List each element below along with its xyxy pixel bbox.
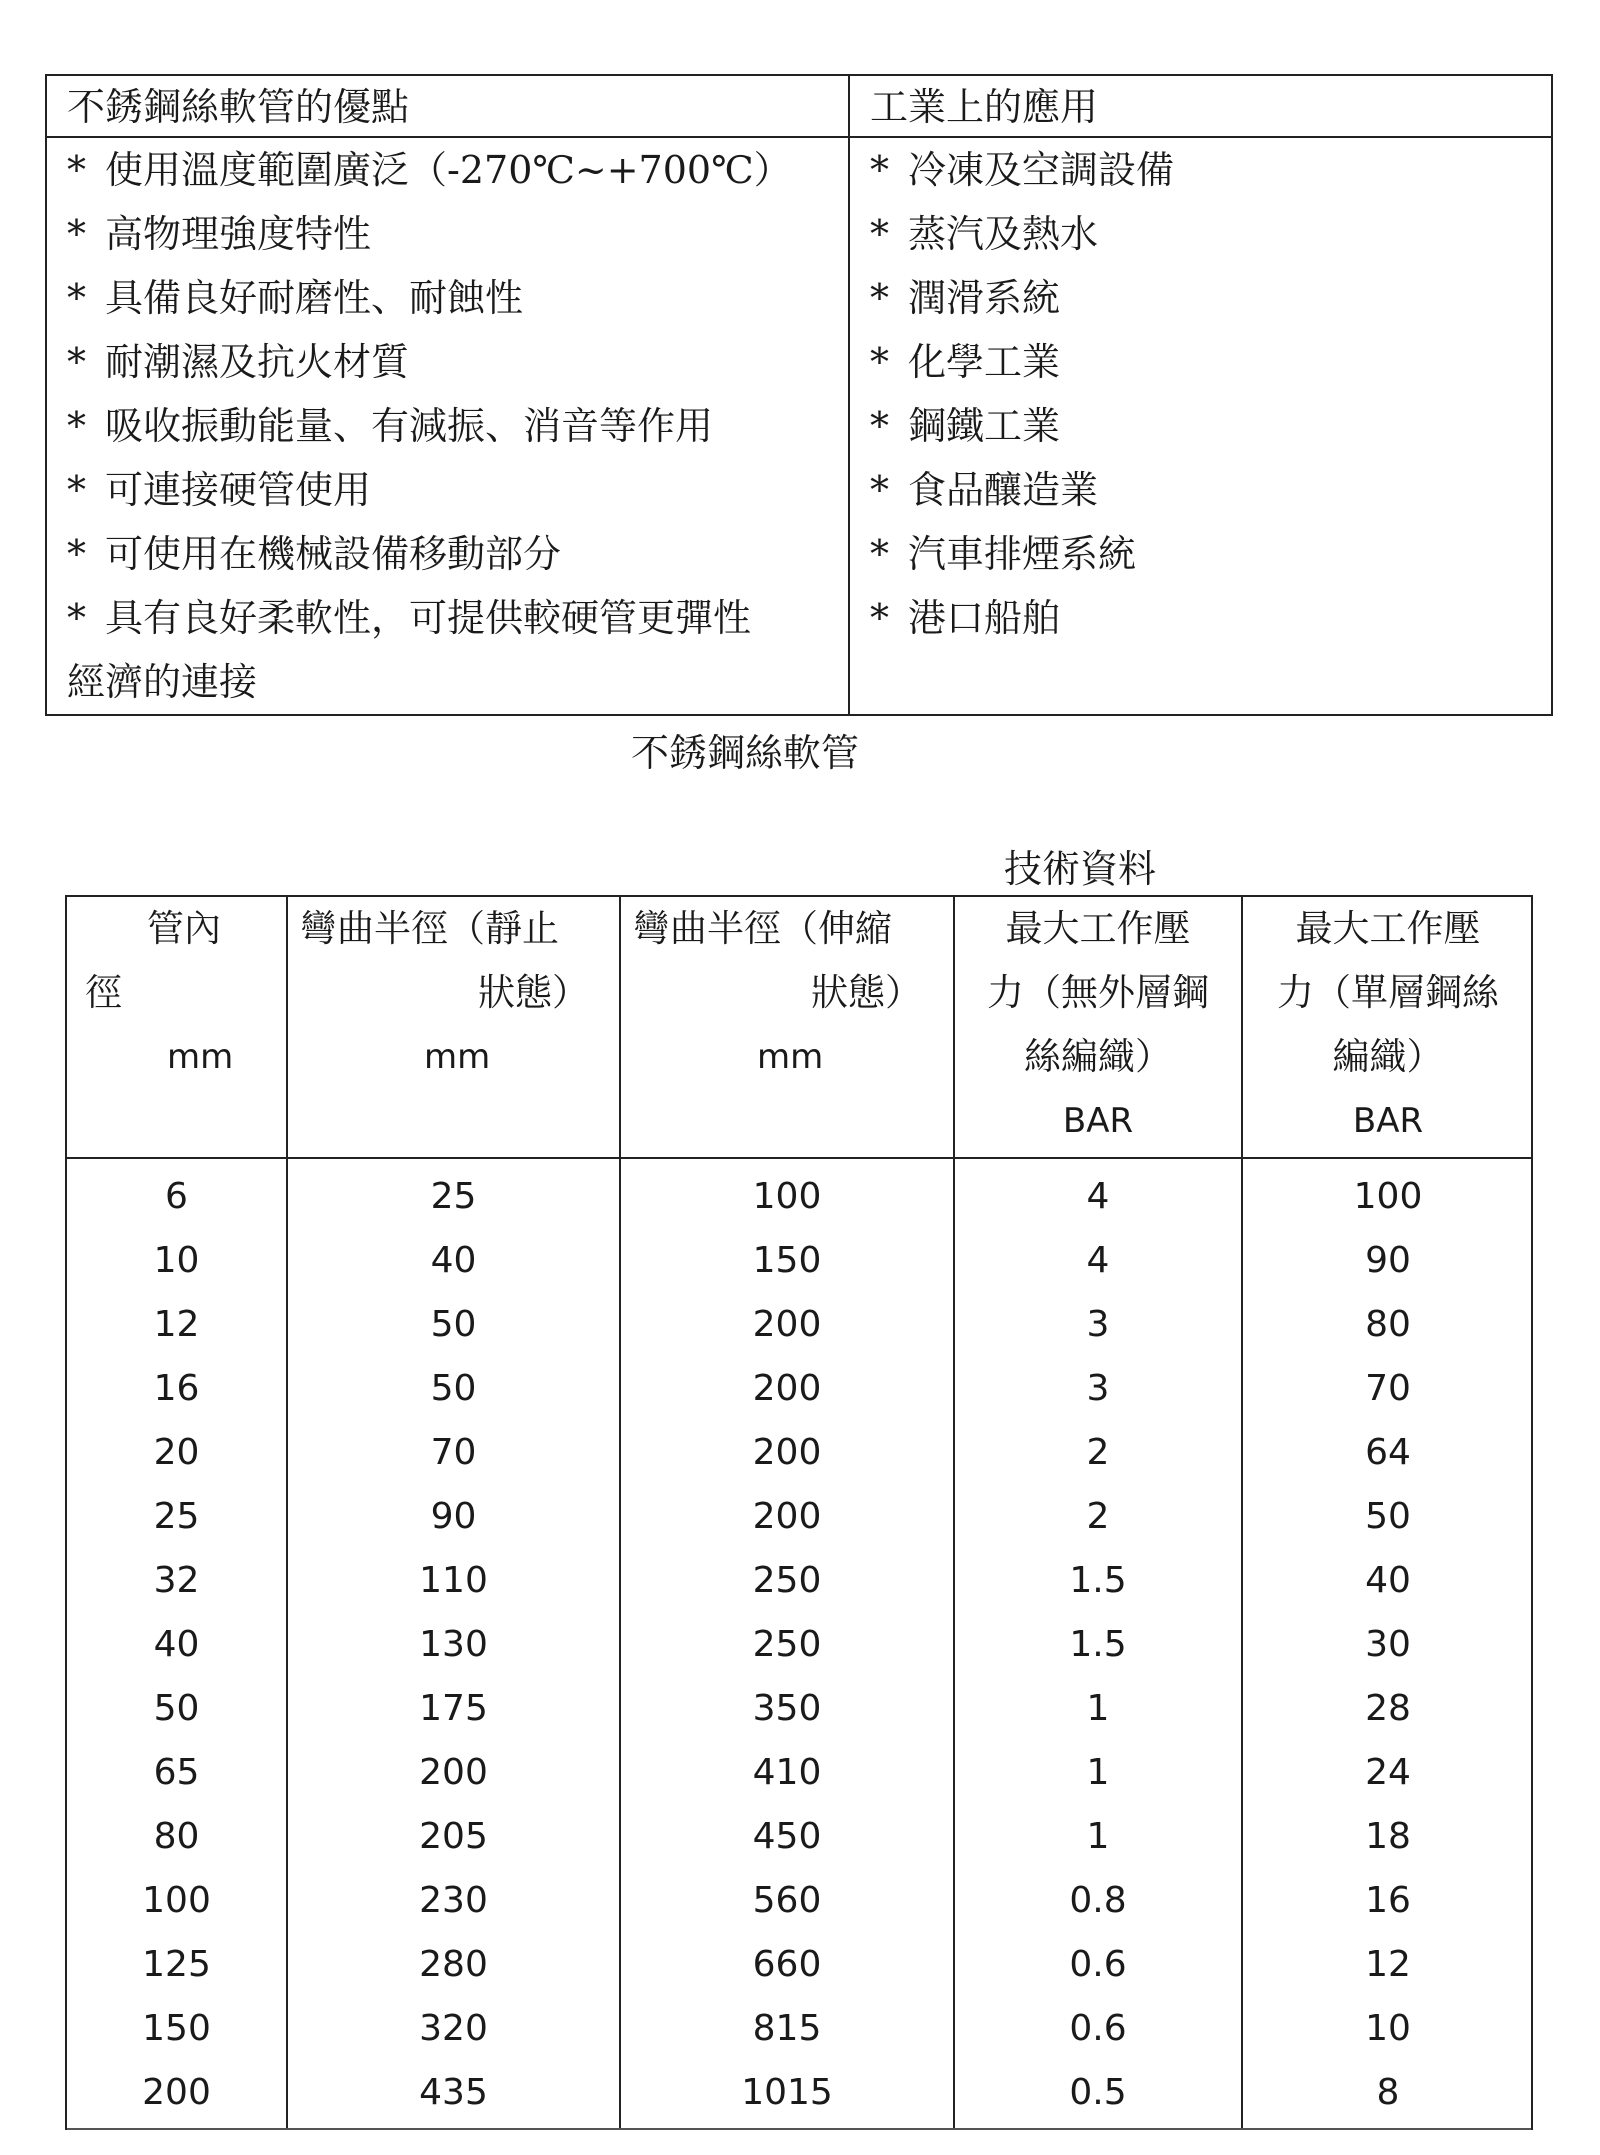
star-bullet: * [870, 596, 889, 640]
header-inner-diameter: 管內 徑 mm [85, 907, 234, 1077]
table-row [67, 1549, 1531, 1613]
cell-max-pressure-no-braid: 3 [1086, 1368, 1110, 1409]
table-row [67, 1869, 1531, 1933]
cell-bend-radius-static: 175 [419, 1688, 488, 1729]
advantage-item: * 使用溫度範圍廣泛（-270℃~+700℃） [67, 138, 848, 202]
cell-bend-radius-flexing: 200 [752, 1368, 822, 1409]
cell-max-pressure-no-braid: 0.8 [1069, 1880, 1127, 1921]
cell-inner-diameter: 150 [142, 2008, 211, 2049]
application-item: * 潤滑系統 [870, 266, 1551, 330]
cell-bend-radius-flexing: 815 [752, 2008, 822, 2049]
advantage-item: * 吸收振動能量、有減振、消音等作用 [67, 394, 848, 458]
cell-max-pressure-single-braid: 100 [1353, 1176, 1423, 1217]
cell-bend-radius-flexing: 560 [752, 1880, 822, 1921]
table-row [67, 1805, 1531, 1869]
cell-bend-radius-static: 50 [430, 1368, 477, 1409]
cell-max-pressure-single-braid: 50 [1365, 1496, 1411, 1537]
application-item: * 鋼鐵工業 [870, 394, 1551, 458]
cell-bend-radius-flexing: 410 [752, 1752, 822, 1793]
cell-max-pressure-no-braid: 4 [1086, 1176, 1110, 1217]
table-row [67, 2061, 1531, 2125]
cell-inner-diameter: 20 [153, 1432, 200, 1473]
cell-bend-radius-static: 40 [430, 1240, 477, 1281]
cell-inner-diameter: 65 [153, 1752, 200, 1793]
cell-inner-diameter: 25 [153, 1496, 200, 1537]
star-bullet: * [870, 404, 889, 448]
cell-inner-diameter: 40 [153, 1624, 200, 1665]
cell-max-pressure-single-braid: 70 [1365, 1368, 1411, 1409]
cell-max-pressure-no-braid: 1.5 [1069, 1560, 1127, 1601]
header-divider [67, 1157, 1531, 1159]
cell-bend-radius-static: 435 [419, 2072, 488, 2113]
table-row [67, 1293, 1531, 1357]
cell-inner-diameter: 125 [142, 1944, 211, 1985]
cell-bend-radius-static: 110 [419, 1560, 488, 1601]
cell-bend-radius-static: 205 [419, 1816, 488, 1857]
star-bullet: * [67, 276, 86, 320]
cell-bend-radius-static: 230 [419, 1880, 488, 1921]
star-bullet: * [870, 276, 889, 320]
cell-max-pressure-single-braid: 10 [1365, 2008, 1411, 2049]
cell-inner-diameter: 16 [153, 1368, 200, 1409]
table-row [67, 1677, 1531, 1741]
cell-bend-radius-flexing: 250 [752, 1624, 822, 1665]
table-bottom-edge [67, 2128, 1531, 2130]
table-row [67, 1997, 1531, 2061]
cell-bend-radius-static: 70 [430, 1432, 477, 1473]
cell-bend-radius-static: 280 [419, 1944, 488, 1985]
advantage-item: * 可使用在機械設備移動部分 [67, 522, 848, 586]
cell-bend-radius-flexing: 250 [752, 1560, 822, 1601]
star-bullet: * [870, 532, 889, 576]
cell-bend-radius-static: 320 [419, 2008, 488, 2049]
cell-max-pressure-single-braid: 40 [1365, 1560, 1411, 1601]
cell-max-pressure-no-braid: 4 [1086, 1240, 1110, 1281]
header-bend-radius-flexing: 彎曲半徑（伸縮 狀態） mm [633, 907, 922, 1077]
advantage-item: * 具備良好耐磨性、耐蝕性 [67, 266, 848, 330]
cell-inner-diameter: 32 [153, 1560, 200, 1601]
cell-bend-radius-flexing: 660 [752, 1944, 822, 1985]
spec-caption: 技術資料 [1003, 847, 1156, 891]
star-bullet: * [67, 212, 86, 256]
cell-inner-diameter: 100 [142, 1880, 211, 1921]
cell-max-pressure-single-braid: 18 [1365, 1816, 1411, 1857]
table-row [67, 1613, 1531, 1677]
star-bullet: * [870, 148, 889, 192]
table-row [67, 1485, 1531, 1549]
application-item: * 蒸汽及熱水 [870, 202, 1551, 266]
cell-max-pressure-single-braid: 8 [1376, 2072, 1400, 2113]
cell-bend-radius-static: 90 [430, 1496, 477, 1537]
applications-heading: 工業上的應用 [850, 76, 1551, 138]
application-item: * 港口船舶 [870, 586, 1551, 650]
star-bullet: * [67, 468, 86, 512]
advantage-item: * 高物理強度特性 [67, 202, 848, 266]
cell-max-pressure-no-braid: 3 [1086, 1304, 1110, 1345]
advantage-item-continuation: 經濟的連接 [67, 660, 258, 704]
cell-inner-diameter: 50 [153, 1688, 200, 1729]
cell-max-pressure-single-braid: 16 [1365, 1880, 1411, 1921]
cell-bend-radius-flexing: 150 [752, 1240, 822, 1281]
features-table [45, 74, 1553, 716]
advantage-item: * 耐潮濕及抗火材質 [67, 330, 848, 394]
application-item: * 食品釀造業 [870, 458, 1551, 522]
advantage-item: * 具有良好柔軟性，可提供較硬管更彈性 [67, 586, 848, 650]
cell-max-pressure-no-braid: 2 [1086, 1496, 1110, 1537]
cell-max-pressure-no-braid: 1 [1086, 1816, 1110, 1857]
star-bullet: * [67, 532, 86, 576]
table-caption: 不銹鋼絲軟管 [630, 731, 859, 775]
spec-table-body [67, 1165, 1531, 2125]
cell-max-pressure-single-braid: 80 [1365, 1304, 1411, 1345]
application-item: * 汽車排煙系統 [870, 522, 1551, 586]
cell-bend-radius-static: 25 [430, 1176, 477, 1217]
application-item: * 冷凍及空調設備 [870, 138, 1551, 202]
cell-bend-radius-static: 200 [419, 1752, 488, 1793]
cell-max-pressure-single-braid: 90 [1365, 1240, 1411, 1281]
star-bullet: * [870, 468, 889, 512]
cell-bend-radius-flexing: 100 [752, 1176, 822, 1217]
star-bullet: * [67, 596, 86, 640]
cell-max-pressure-single-braid: 28 [1365, 1688, 1411, 1729]
cell-max-pressure-single-braid: 24 [1365, 1752, 1411, 1793]
star-bullet: * [870, 212, 889, 256]
cell-max-pressure-single-braid: 64 [1365, 1432, 1411, 1473]
star-bullet: * [870, 340, 889, 384]
spec-table [65, 895, 1533, 2130]
applications-list [850, 138, 1551, 650]
application-item: * 化學工業 [870, 330, 1551, 394]
cell-bend-radius-flexing: 200 [752, 1304, 822, 1345]
cell-bend-radius-flexing: 450 [752, 1816, 822, 1857]
cell-bend-radius-static: 130 [419, 1624, 488, 1665]
cell-inner-diameter: 6 [165, 1176, 188, 1217]
advantage-item: * 可連接硬管使用 [67, 458, 848, 522]
cell-inner-diameter: 200 [142, 2072, 211, 2113]
star-bullet: * [67, 340, 86, 384]
table-row [67, 1357, 1531, 1421]
cell-max-pressure-no-braid: 2 [1086, 1432, 1110, 1473]
cell-inner-diameter: 80 [153, 1816, 200, 1857]
advantages-column [47, 76, 850, 714]
table-row [67, 1229, 1531, 1293]
cell-max-pressure-single-braid: 30 [1365, 1624, 1411, 1665]
cell-bend-radius-flexing: 200 [752, 1432, 822, 1473]
advantages-heading: 不銹鋼絲軟管的優點 [47, 76, 848, 138]
cell-bend-radius-flexing: 1015 [741, 2072, 833, 2113]
cell-max-pressure-no-braid: 0.6 [1069, 2008, 1127, 2049]
cell-max-pressure-no-braid: 1 [1086, 1688, 1110, 1729]
table-row [67, 1741, 1531, 1805]
table-row [67, 1933, 1531, 1997]
cell-inner-diameter: 10 [153, 1240, 200, 1281]
header-bend-radius-static: 彎曲半徑（靜止 狀態） mm [300, 907, 589, 1077]
star-bullet: * [67, 404, 86, 448]
cell-max-pressure-no-braid: 1 [1086, 1752, 1110, 1793]
advantages-list [47, 138, 848, 650]
cell-max-pressure-no-braid: 1.5 [1069, 1624, 1127, 1665]
cell-max-pressure-single-braid: 12 [1365, 1944, 1411, 1985]
header-max-pressure-no-braid: 最大工作壓 力（無外層鋼 絲編織） BAR [987, 907, 1209, 1141]
cell-max-pressure-no-braid: 0.6 [1069, 1944, 1127, 1985]
applications-column [850, 76, 1551, 714]
cell-bend-radius-flexing: 200 [752, 1496, 822, 1537]
cell-bend-radius-static: 50 [430, 1304, 477, 1345]
header-max-pressure-single-braid: 最大工作壓 力（單層鋼絲 編織） BAR [1277, 907, 1499, 1141]
table-row [67, 1165, 1531, 1229]
cell-bend-radius-flexing: 350 [752, 1688, 822, 1729]
star-bullet: * [67, 148, 86, 192]
table-row [67, 1421, 1531, 1485]
cell-max-pressure-no-braid: 0.5 [1069, 2072, 1127, 2113]
cell-inner-diameter: 12 [153, 1304, 200, 1345]
